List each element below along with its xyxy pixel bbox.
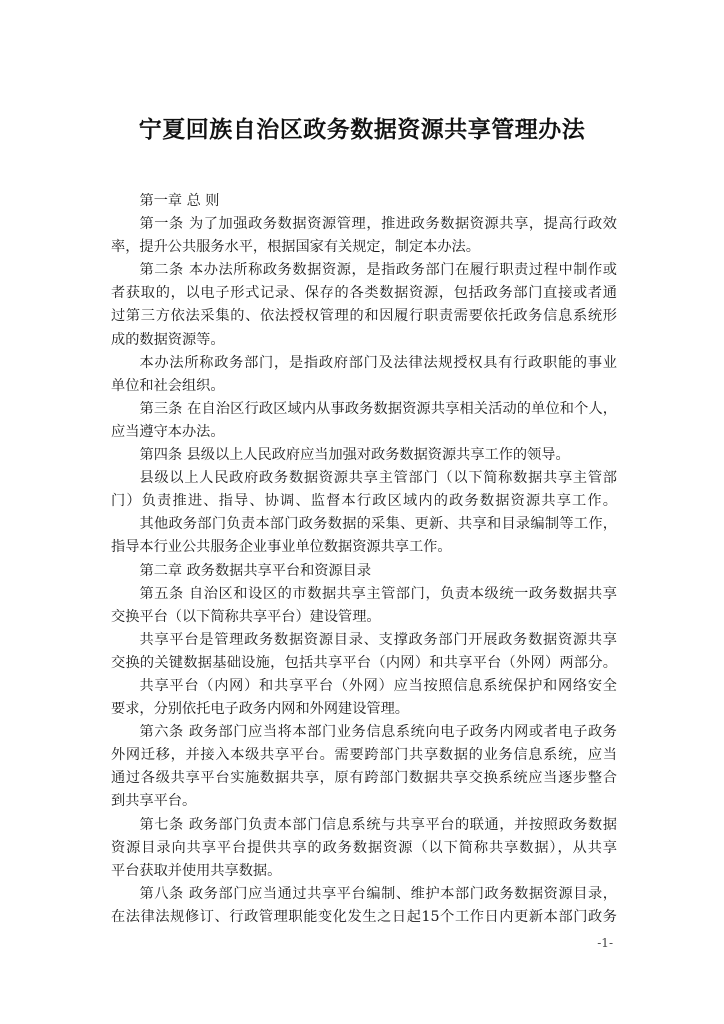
text-line: 成的数据资源等。 xyxy=(111,331,225,348)
text-line: 其他政务部门负责本部门政务数据的采集、更新、共享和目录编制等工作， xyxy=(139,516,617,533)
text-line: 本办法所称政务部门，是指政府部门及法律法规授权具有行政职能的事业 xyxy=(139,354,617,371)
text-line: 外网迁移，并接入本级共享平台。需要跨部门共享数据的业务信息系统，应当 xyxy=(111,747,617,764)
text-line: 者获取的，以电子形式记录、保存的各类数据资源，包括政务部门直接或者通 xyxy=(111,285,617,302)
text-line: 第一章 总 则 xyxy=(139,193,220,209)
document-body xyxy=(111,190,617,929)
text-line: 县级以上人民政府政务数据资源共享主管部门（以下简称数据共享主管部 xyxy=(139,470,617,487)
page-number: -1- xyxy=(597,936,613,950)
text-line: 指导本行业公共服务企业事业单位数据资源共享工作。 xyxy=(111,539,452,556)
text-line: 第六条 政务部门应当将本部门业务信息系统向电子政务内网或者电子政务 xyxy=(139,724,617,741)
text-line: 要求，分别依托电子政务内网和外网建设管理。 xyxy=(111,701,409,718)
text-line: 过第三方依法采集的、依法授权管理的和因履行职责需要依托政务信息系统形 xyxy=(111,308,617,325)
text-line: 单位和社会组织。 xyxy=(111,377,225,394)
text-line: 第七条 政务部门负责本部门信息系统与共享平台的联通，并按照政务数据 xyxy=(139,816,617,833)
text-line: 应当遵守本办法。 xyxy=(111,423,225,440)
document-title: 宁夏回族自治区政务数据资源共享管理办法 xyxy=(138,117,586,143)
text-line: 第三条 在自治区行政区域内从事政务数据资源共享相关活动的单位和个人， xyxy=(139,400,617,417)
text-line: 通过各级共享平台实施数据共享，原有跨部门数据共享交换系统应当逐步整合 xyxy=(111,770,617,787)
text-line: 第八条 政务部门应当通过共享平台编制、维护本部门政务数据资源目录， xyxy=(139,885,617,902)
text-line: 到共享平台。 xyxy=(111,793,197,810)
text-line: 第五条 自治区和设区的市数据共享主管部门，负责本级统一政务数据共享 xyxy=(139,585,617,602)
text-line: 第二章 政务数据共享平台和资源目录 xyxy=(139,562,372,579)
text-line: 共享平台是管理政务数据资源目录、支撑政务部门开展政务数据资源共享 xyxy=(139,631,617,648)
text-line: 交换平台（以下简称共享平台）建设管理。 xyxy=(111,608,381,625)
text-line: 在法律法规修订、行政管理职能变化发生之日起15个工作日内更新本部门政务 xyxy=(111,908,617,925)
text-line: 资源目录向共享平台提供共享的政务数据资源（以下简称共享数据），从共享 xyxy=(111,839,617,856)
text-line: 门）负责推进、指导、协调、监督本行政区域内的政务数据资源共享工作。 xyxy=(111,493,617,510)
text-line: 交换的关键数据基础设施，包括共享平台（内网）和共享平台（外网）两部分。 xyxy=(111,654,617,671)
text-line: 第四条 县级以上人民政府应当加强对政务数据资源共享工作的领导。 xyxy=(139,447,570,464)
text-line: 第一条 为了加强政务数据资源管理，推进政务数据资源共享，提高行政效 xyxy=(139,216,617,233)
text-line: 率，提升公共服务水平，根据国家有关规定，制定本办法。 xyxy=(111,239,480,256)
text-line: 共享平台（内网）和共享平台（外网）应当按照信息系统保护和网络安全 xyxy=(139,677,617,694)
text-line: 平台获取并使用共享数据。 xyxy=(111,862,282,879)
text-line: 第二条 本办法所称政务数据资源，是指政务部门在履行职责过程中制作或 xyxy=(139,262,617,279)
